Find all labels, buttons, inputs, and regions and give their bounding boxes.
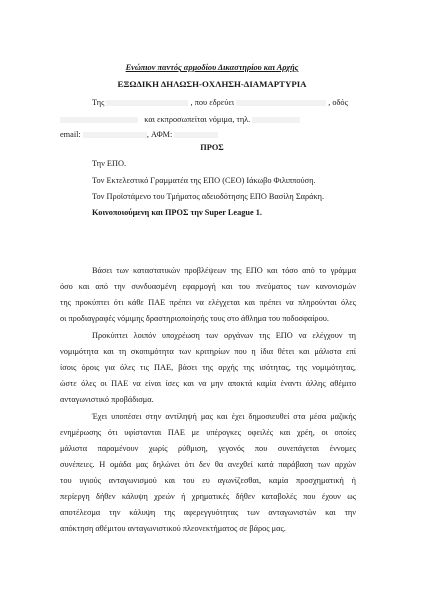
redaction xyxy=(106,100,188,106)
preamble: Ενώπιον παντός αρμοδίου Δικαστηρίου και Αρχής xyxy=(125,63,299,72)
body-line: ανταγωνιστικό προβάδισμα. xyxy=(60,395,154,404)
sender-line-1: Της , που εδρεύει , οδός xyxy=(92,98,348,107)
body-line: οι προδιαγραφές νόμιμης δραστηριοποίησής τους στο άθλημα του ποδοσφαίρου. xyxy=(60,314,329,323)
sender-line-2: και εκπροσωπείται νόμιμα, τηλ. xyxy=(60,115,300,125)
recipient-item: Την ΕΠΟ. xyxy=(92,159,127,168)
body-line: μάλιστα παραμένουν χωρίς ρύθμιση, γεγονός που συνεπάγεται έννομες xyxy=(60,444,356,453)
body-line: Έχει υποπέσει στην αντίληψή μας και έχει δημοσιευθεί στα μέσα μαζικής xyxy=(92,412,356,421)
body-line: Βάσει των καταστατικών προβλέψεων της ΕΠΟ και τόσο από το γράμμα xyxy=(92,266,356,275)
redaction xyxy=(236,100,326,106)
body-line: απόκτηση αθέμιτου ανταγωνιστικού πλεονεκτήματος σε βάρος μας. xyxy=(60,524,286,533)
body-line: νομιμότητα και τη σκοπιμότητα των κριτηρίων που η ίδια θέτει και μάλιστα επί xyxy=(60,347,356,356)
body-line: ενημέρωσης ότι υφίστανται ΠΑΕ με υπέρογκες οφειλές και χρέη, οι οποίες xyxy=(60,428,356,437)
sender-line-3: email: , ΑΦΜ: xyxy=(60,130,218,140)
redaction xyxy=(83,132,147,138)
body-line: Προκύπτει λοιπόν υποχρέωση των οργάνων της ΕΠΟ να ελέγχουν τη xyxy=(92,331,356,340)
redaction xyxy=(60,117,138,123)
to-heading: ΠΡΟΣ xyxy=(200,143,224,152)
redaction xyxy=(174,132,218,138)
body-line: συνέπειες. Η ομάδα μας δηλώνει ότι δεν θα ανεχθεί κατά παράβαση των αρχών xyxy=(60,460,356,469)
body-line: περίεργη δήθεν κάλυψη χρεών ή χρηματικές δήθεν καταβολές που έχουν ως xyxy=(60,492,356,501)
body-line: αποτέλεσμα την κάλυψη της αφερεγγυότητας των ανταγωνιστών και την xyxy=(60,508,356,517)
recipient-item: Τον Προϊστάμενο του Τμήματος αδειοδότησης ΕΠΟ Βασίλη Σαράκη. xyxy=(92,192,325,201)
body-line: του υγιούς ανταγωνισμού και του ευ αγωνίζεσθαι, καμία προσχηματική ή xyxy=(60,476,356,485)
document-title: ΕΞΩΔΙΚΗ ΔΗΛΩΣΗ-ΟΧΛΗΣΗ-ΔΙΑΜΑΡΤΥΡΙΑ xyxy=(117,79,307,89)
body-line: ίσοις όροις για όλες τις ΠΑΕ, βάσει της αρχής της ισότητας, της νομιμότητας, xyxy=(60,363,356,372)
redaction xyxy=(252,117,300,123)
cc-line: Κοινοποιούμενη και ΠΡΟΣ την Super League 1. xyxy=(92,208,263,217)
body-line: της προκύπτει ότι κάθε ΠΑΕ πρέπει να ελέγχεται και πρέπει να πληρoύνται όλες xyxy=(60,298,356,307)
recipient-item: Τον Εκτελεστικό Γραμματέα της ΕΠΟ (CEO) Ιάκωβο Φιλιππούση. xyxy=(92,176,316,185)
body-line: ώστε όλες οι ΠΑΕ να είναι ίσες και να μην αποκτά καμία έναντι άλλης αθέμιτο xyxy=(60,379,356,388)
body-line: όσο και από την συνδυασμένη εφαρμογή και του πνεύματος των κανονισμών xyxy=(60,282,356,291)
